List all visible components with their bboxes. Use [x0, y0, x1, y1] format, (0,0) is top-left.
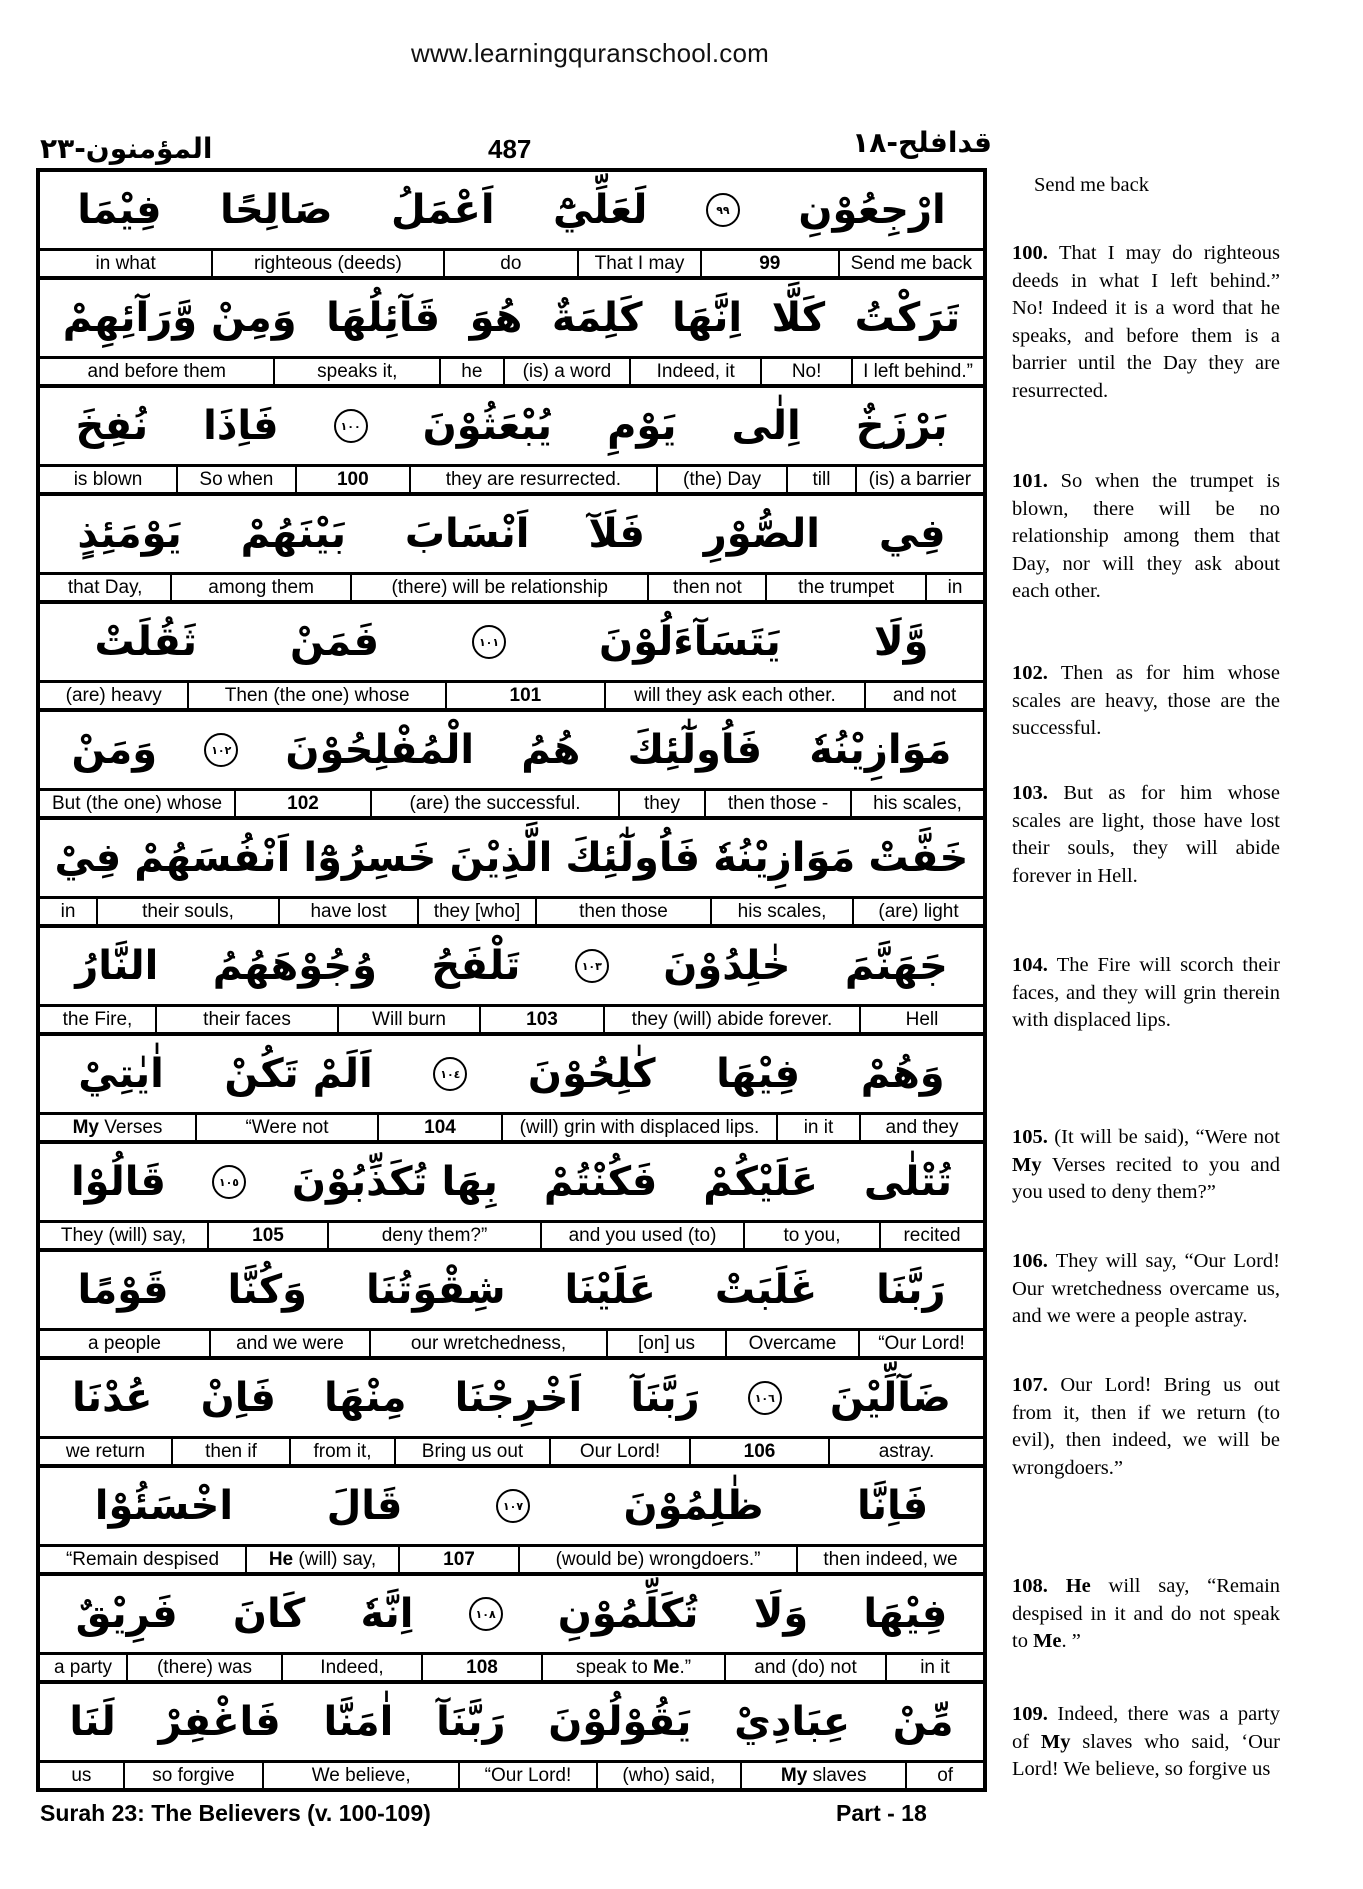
verse-row-pair: [40, 1252, 983, 1360]
arabic-word: فَاُولٰٓئِكَ: [565, 835, 701, 881]
verse-number-cell: 107: [398, 1547, 518, 1572]
arabic-word: اَنْفُسَهُمْ: [134, 835, 291, 881]
english-row: [40, 1547, 983, 1572]
english-word-cell: (will) grin with displaced lips.: [501, 1115, 776, 1140]
translation-verse: [1012, 952, 1280, 1035]
arabic-word: وَكُنَّا: [227, 1267, 307, 1313]
english-word-cell: Bring us out: [394, 1439, 549, 1464]
arabic-word: تُكَلِّمُوْنِ: [557, 1591, 699, 1637]
english-word-cell: their faces: [155, 1007, 337, 1032]
verse-number: 105.: [1012, 1126, 1055, 1148]
english-word-cell: his scales,: [850, 791, 983, 816]
english-word-cell: (who) said,: [596, 1763, 740, 1788]
arabic-word: مَوَازِيْنُهٗ: [713, 835, 856, 881]
translation-verse: [1012, 1248, 1280, 1331]
translation-verse: [1012, 468, 1280, 606]
english-word-cell: astray.: [828, 1439, 983, 1464]
english-word-cell: So when: [176, 467, 295, 492]
arabic-row: [40, 496, 983, 575]
verse-number-cell: 106: [689, 1439, 828, 1464]
arabic-word: فَرِيْقٌ: [75, 1591, 178, 1637]
english-row: [40, 1655, 983, 1680]
verse-number-cell: 105: [207, 1223, 327, 1248]
arabic-word: ظٰلِمُوْنَ: [623, 1483, 764, 1529]
english-word-cell: they (will) abide forever.: [603, 1007, 859, 1032]
ayah-end-marker: ١٠٨: [469, 1597, 503, 1631]
english-word-cell: the Fire,: [62, 1009, 133, 1030]
arabic-word: كَانَ: [232, 1591, 306, 1637]
verse-row-pair: [40, 928, 983, 1036]
arabic-word: وَلَا: [753, 1591, 809, 1637]
arabic-row: [40, 388, 983, 467]
verse-text: The Fire will scorch their faces, and they will grin therein with displaced lips.: [1012, 954, 1281, 1031]
english-row: [40, 1763, 983, 1788]
arabic-row: [40, 1576, 983, 1655]
footer-part: Part - 18: [836, 1800, 927, 1826]
arabic-word: كَلَّا: [771, 295, 826, 341]
english-word-cell: Will burn: [337, 1007, 479, 1032]
english-word-cell: (is) a word: [503, 359, 630, 384]
arabic-word: اِنَّهٗ: [360, 1591, 414, 1637]
arabic-word: فَاِنْ: [200, 1375, 276, 1421]
verse-number: 108.: [1012, 1575, 1066, 1597]
verse-text: (It will be said), “Were not My Verses recited to you and you used to deny them?”: [1012, 1126, 1280, 1203]
arabic-word: اٰمَنَّا: [323, 1699, 394, 1745]
translation-verse: [1012, 1701, 1280, 1784]
english-word-cell: and before them: [87, 361, 226, 382]
english-word-cell: My slaves: [740, 1763, 905, 1788]
arabic-row: [40, 928, 983, 1007]
page-number: 487: [488, 134, 532, 164]
english-word-cell: My Verses: [72, 1117, 163, 1138]
header-part-arabic: قدافلح-١٨: [852, 126, 992, 159]
arabic-word: لَنَا: [69, 1699, 116, 1745]
arabic-word: خَسِرُوْٓا: [303, 835, 437, 881]
arabic-word: فِيْهَا: [716, 1051, 801, 1097]
site-url: www.learningquranschool.com: [410, 38, 770, 68]
verse-row-pair: [40, 1576, 983, 1684]
english-word-cell: in it: [776, 1115, 859, 1140]
english-word-cell: and you used (to): [540, 1223, 743, 1248]
english-word-cell: they are resurrected.: [409, 467, 656, 492]
arabic-row: [40, 280, 983, 359]
ayah-end-marker: ١٠٥: [212, 1165, 246, 1199]
english-word-cell: they [who]: [417, 899, 535, 924]
verse-row-pair: [40, 172, 983, 280]
verse-text: That I may do righteous deeds in what I left behind.” No! Indeed it is a word that he speaks, and before them is a barrier until the Day they are resurrected.: [1012, 242, 1281, 402]
english-word-cell: (are) heavy: [65, 685, 162, 706]
verse-row-pair: [40, 1360, 983, 1468]
arabic-word: فَاُولٰٓئِكَ: [627, 727, 763, 773]
arabic-word: رَبَّنَا: [876, 1267, 946, 1313]
arabic-word: فَاِذَا: [203, 403, 279, 449]
arabic-word: كٰلِحُوْنَ: [527, 1051, 656, 1097]
english-word-cell: that Day,: [67, 577, 143, 598]
verse-row-pair: [40, 1036, 983, 1144]
verse-number: 100.: [1012, 242, 1060, 264]
english-word-cell: (are) the successful.: [370, 791, 618, 816]
arabic-word: وُجُوْهَهُمُ: [212, 943, 377, 989]
english-word-cell: (are) light: [852, 899, 983, 924]
arabic-word: فَاِنَّا: [857, 1483, 929, 1529]
english-word-cell: of: [905, 1763, 983, 1788]
arabic-word: فَكُنْتُمْ: [543, 1159, 658, 1205]
arabic-word: عَلَيْكُمْ: [703, 1159, 818, 1205]
arabic-word: الْمُفْلِحُوْنَ: [285, 727, 475, 773]
translation-verse: [1012, 1372, 1280, 1482]
english-word-cell: and (do) not: [724, 1655, 885, 1680]
english-word-cell: He (will) say,: [245, 1547, 398, 1572]
english-word-cell: We believe,: [262, 1763, 458, 1788]
english-word-cell: recited: [879, 1223, 983, 1248]
verse-text: So when the trumpet is blown, there will be no relationship among them that Day, nor will they ask about each other.: [1012, 470, 1280, 602]
arabic-word: تُتْلٰى: [863, 1159, 953, 1205]
english-word-cell: from it,: [289, 1439, 394, 1464]
ayah-end-marker: ١٠٢: [204, 733, 238, 767]
arabic-word: تَلْفَحُ: [431, 943, 521, 989]
english-word-cell: have lost: [278, 899, 417, 924]
english-word-cell: in: [925, 575, 983, 600]
arabic-word: اَلَمْ تَكُنْ: [224, 1051, 373, 1097]
verse-text: They will say, “Our Lord! Our wretchedness overcame us, and we were a people astray.: [1012, 1250, 1281, 1327]
arabic-word: عُدْنَا: [72, 1375, 153, 1421]
translation-intro: Send me back: [1034, 174, 1149, 196]
arabic-word: كَلِمَةٌ: [551, 295, 643, 341]
english-word-cell: their souls,: [96, 899, 278, 924]
arabic-word: قَآئِلُهَا: [326, 295, 441, 341]
english-row: [40, 1439, 983, 1464]
arabic-word: جَهَنَّمَ: [844, 943, 948, 989]
arabic-word: بِهَا تُكَذِّبُوْنَ: [291, 1159, 498, 1205]
ayah-end-marker: ١٠١: [472, 625, 506, 659]
arabic-word: يُبْعَثُوْنَ: [422, 403, 553, 449]
english-word-cell: then those: [535, 899, 710, 924]
verse-row-pair: [40, 280, 983, 388]
english-word-cell: Indeed, it: [629, 359, 760, 384]
arabic-word: شِقْوَتُنَا: [365, 1267, 506, 1313]
arabic-row: [40, 820, 983, 899]
arabic-word: فِيْمَا: [77, 187, 162, 233]
verse-text: He will say, “Remain despised in it and do not speak to Me. ”: [1012, 1575, 1281, 1652]
verse-number-cell: 100: [295, 467, 409, 492]
english-word-cell: (is) a barrier: [855, 467, 983, 492]
arabic-word: هُوَ: [469, 295, 523, 341]
english-row: [40, 899, 983, 924]
verse-number: 103.: [1012, 782, 1064, 804]
english-word-cell: Send me back: [838, 251, 983, 276]
english-word-cell: a people: [88, 1333, 161, 1354]
english-word-cell: Hell: [859, 1007, 983, 1032]
verse-row-pair: [40, 1468, 983, 1576]
english-word-cell: the trumpet: [765, 575, 925, 600]
arabic-word: ضَآلِّيْنَ: [829, 1375, 951, 1421]
verse-number-cell: 104: [377, 1115, 501, 1140]
arabic-word: فِيْ: [54, 835, 122, 881]
english-word-cell: a party: [53, 1657, 113, 1678]
english-word-cell: he: [439, 359, 502, 384]
ayah-end-marker: ١٠٣: [575, 949, 609, 983]
english-word-cell: speaks it,: [273, 359, 439, 384]
verse-number-cell: 108: [421, 1655, 541, 1680]
arabic-word: عِبَادِيْ: [734, 1699, 851, 1745]
verse-row-pair: [40, 388, 983, 496]
english-word-cell: (there) was: [126, 1655, 281, 1680]
arabic-word: لَعَلِّيْٓ: [553, 187, 648, 233]
english-word-cell: (would be) wrongdoers.”: [518, 1547, 796, 1572]
arabic-word: بَرْزَخٌ: [855, 403, 948, 449]
english-word-cell: do: [443, 251, 577, 276]
english-word-cell: Our Lord!: [549, 1439, 689, 1464]
verse-number: 102.: [1012, 662, 1061, 684]
arabic-word: نُفِخَ: [75, 403, 149, 449]
arabic-row: [40, 1252, 983, 1331]
arabic-word: يَقُوْلُوْنَ: [548, 1699, 692, 1745]
english-row: [40, 575, 983, 600]
arabic-word: وَمِنْ وَّرَآئِهِمْ: [62, 295, 297, 341]
verse-number: 106.: [1012, 1250, 1056, 1272]
arabic-word: فَاغْفِرْ: [158, 1699, 281, 1745]
arabic-word: وَهُمْ: [860, 1051, 945, 1097]
english-row: [40, 1007, 983, 1032]
verse-text: Then as for him whose scales are heavy, those are the successful.: [1012, 662, 1281, 739]
arabic-row: [40, 1144, 983, 1223]
arabic-word: اِلٰى: [731, 403, 801, 449]
arabic-word: اٰيٰتِيْ: [78, 1051, 164, 1097]
arabic-row: [40, 1360, 983, 1439]
arabic-word: اَعْمَلُ: [391, 187, 495, 233]
english-word-cell: us: [71, 1765, 92, 1786]
arabic-word: وَمَنْ: [71, 727, 158, 773]
footer-surah-title: Surah 23: The Believers (v. 100-109): [40, 1800, 431, 1826]
english-row: [40, 683, 983, 708]
arabic-word: يَوْمَئِذٍ: [77, 511, 182, 557]
english-word-cell: and they: [859, 1115, 983, 1140]
ayah-end-marker: ١٠٦: [748, 1381, 782, 1415]
ayah-end-marker: ١٠٧: [496, 1489, 530, 1523]
verse-number: 109.: [1012, 1703, 1058, 1725]
english-word-cell: our wretchedness,: [369, 1331, 606, 1356]
english-word-cell: then not: [647, 575, 765, 600]
arabic-row: [40, 1036, 983, 1115]
arabic-word: رَبَّنَآ: [630, 1375, 700, 1421]
ayah-end-marker: ١٠٤: [433, 1057, 467, 1091]
verse-number-cell: 101: [445, 683, 604, 708]
english-word-cell: “Were not: [195, 1115, 377, 1140]
english-word-cell: But (the one) whose: [51, 793, 223, 814]
english-word-cell: Then (the one) whose: [187, 683, 445, 708]
arabic-word: ارْجِعُوْنِ: [798, 187, 946, 233]
verse-text: Our Lord! Bring us out from it, then if we return (to evil), then indeed, we will be wrongdoers.”: [1012, 1374, 1281, 1479]
arabic-word: اَنْسَابَ: [404, 511, 530, 557]
arabic-word: تَرَكْتُ: [854, 295, 961, 341]
arabic-row: [40, 604, 983, 683]
english-word-cell: then those -: [704, 791, 850, 816]
verse-number: 104.: [1012, 954, 1057, 976]
arabic-row: [40, 1684, 983, 1763]
arabic-word: يَتَسَآءَلُوْنَ: [599, 619, 781, 665]
word-by-word-table: [36, 168, 987, 1792]
english-word-cell: and not: [864, 683, 983, 708]
arabic-word: خٰلِدُوْنَ: [663, 943, 791, 989]
arabic-row: [40, 172, 983, 251]
english-word-cell: we return: [65, 1441, 146, 1462]
english-word-cell: “Our Lord!: [458, 1763, 595, 1788]
verse-number: 107.: [1012, 1374, 1061, 1396]
english-word-cell: then if: [171, 1439, 289, 1464]
arabic-word: خَفَّتْ: [868, 835, 969, 881]
english-row: [40, 1115, 983, 1140]
english-word-cell: will they ask each other.: [604, 683, 864, 708]
translation-verse: [1012, 1124, 1280, 1207]
verse-row-pair: [40, 712, 983, 820]
arabic-word: قَوْمًا: [77, 1267, 169, 1313]
english-word-cell: I left behind.”: [851, 359, 983, 384]
english-word-cell: “Remain despised: [65, 1549, 220, 1570]
english-word-cell: “Our Lord!: [858, 1331, 983, 1356]
english-word-cell: so forgive: [123, 1763, 262, 1788]
arabic-word: عَلَيْنَا: [564, 1267, 656, 1313]
verse-text: Indeed, there was a party of My slaves who said, ‘Our Lord! We believe, so forgive us: [1012, 1703, 1280, 1780]
arabic-word: فِيْهَا: [863, 1591, 948, 1637]
english-word-cell: Overcame: [725, 1331, 858, 1356]
english-word-cell: and we were: [209, 1331, 369, 1356]
translation-verse: [1012, 660, 1280, 743]
english-word-cell: [on] us: [606, 1331, 725, 1356]
arabic-word: فِي: [878, 511, 946, 557]
arabic-word: النَّارُ: [75, 943, 159, 989]
english-row: [40, 1331, 983, 1356]
arabic-word: مِنْهَا: [324, 1375, 407, 1421]
english-row: [40, 467, 983, 492]
arabic-row: [40, 712, 983, 791]
arabic-word: مَوَازِيْنُهٗ: [809, 727, 952, 773]
arabic-word: بَيْنَهُمْ: [240, 511, 347, 557]
english-word-cell: they: [618, 791, 704, 816]
translation-verse: [1012, 780, 1280, 890]
english-word-cell: till: [786, 467, 854, 492]
english-word-cell: They (will) say,: [60, 1225, 187, 1246]
english-word-cell: (there) will be relationship: [350, 575, 648, 600]
arabic-word: اِنَّهَا: [671, 295, 743, 341]
verse-number-cell: 99: [700, 251, 838, 276]
arabic-word: فَلَآ: [588, 511, 645, 557]
arabic-word: غَلَبَتْ: [714, 1267, 818, 1313]
arabic-word: وَّلَا: [873, 619, 929, 665]
translation-verse: [1012, 1573, 1280, 1656]
verse-row-pair: [40, 604, 983, 712]
english-row: [40, 1223, 983, 1248]
arabic-row: [40, 1468, 983, 1547]
arabic-word: اخْسَئُوْا: [94, 1483, 234, 1529]
english-word-cell: among them: [170, 575, 350, 600]
english-word-cell: to you,: [743, 1223, 879, 1248]
ayah-end-marker: ١٠٠: [334, 409, 368, 443]
english-word-cell: That I may: [577, 251, 700, 276]
english-word-cell: then indeed, we: [796, 1547, 983, 1572]
arabic-word: اَخْرِجْنَا: [454, 1375, 583, 1421]
english-word-cell: righteous (deeds): [211, 251, 443, 276]
english-word-cell: his scales,: [710, 899, 852, 924]
english-word-cell: No!: [760, 359, 851, 384]
verse-number: 101.: [1012, 470, 1061, 492]
english-row: [40, 791, 983, 816]
verse-row-pair: [40, 820, 983, 928]
arabic-word: الَّذِيْنَ: [449, 835, 553, 881]
arabic-word: قَالَ: [326, 1483, 403, 1529]
arabic-word: هُمُ: [521, 727, 581, 773]
english-word-cell: Indeed,: [281, 1655, 421, 1680]
english-word-cell: (the) Day: [656, 467, 786, 492]
header-surah-arabic: المؤمنون-٢٣: [40, 132, 213, 165]
english-word-cell: in it: [885, 1655, 983, 1680]
arabic-word: يَوْمِ: [607, 403, 677, 449]
english-word-cell: is blown: [73, 469, 143, 490]
verse-number-cell: 102: [234, 791, 370, 816]
arabic-word: مِّنْ: [892, 1699, 954, 1745]
verse-row-pair: [40, 496, 983, 604]
english-row: [40, 359, 983, 384]
verse-row-pair: [40, 1144, 983, 1252]
verse-text: But as for him whose scales are light, those have lost their souls, they will abide forever in Hell.: [1012, 782, 1280, 887]
arabic-word: فَمَنْ: [290, 619, 380, 665]
arabic-word: صَالِحًا: [220, 187, 333, 233]
ayah-end-marker: ٩٩: [706, 193, 740, 227]
translation-verse: [1012, 240, 1280, 405]
english-word-cell: in: [60, 901, 76, 922]
verse-row-pair: [40, 1684, 983, 1788]
arabic-word: رَبَّنَآ: [436, 1699, 506, 1745]
english-row: [40, 251, 983, 276]
english-word-cell: speak to Me.”: [541, 1655, 724, 1680]
arabic-word: الصُّوْرِ: [703, 511, 821, 557]
arabic-word: قَالُوْا: [70, 1159, 166, 1205]
english-word-cell: in what: [95, 253, 156, 274]
verse-number-cell: 103: [479, 1007, 603, 1032]
english-word-cell: deny them?”: [327, 1223, 540, 1248]
arabic-word: ثَقُلَتْ: [94, 619, 197, 665]
